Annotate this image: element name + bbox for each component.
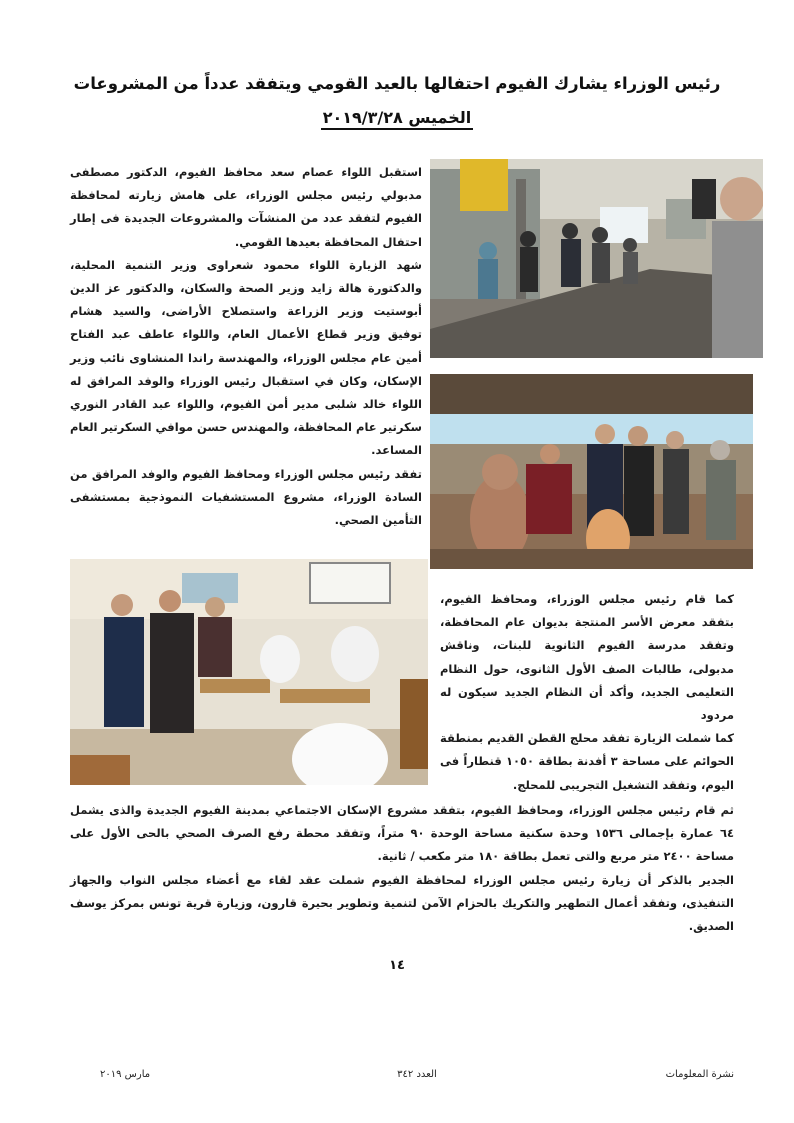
paragraph-reception: استقبل اللواء عصام سعد محافظ الفيوم، الدكتور مصطفى مدبولي رئيس مجلس الوزراء، على هامش زيارته لمحافظة الفيوم لتفقد عدد من المنشآت والمشروعات الجديدة فى إطار احتفال المحافظة بعيدها القومي. xyxy=(70,165,422,249)
paragraph-school-visit: كما قام رئيس مجلس الوزراء، ومحافظ الفيوم، بتفقد معرض الأسر المنتجة بديوان عام المحافظة، وتفقد مدرسة الفيوم الثانوية للبنات، وناقش مدبولى، طالبات الصف الأول الثانوى، حول النظام التعليمى الجديد، وأكد أن النظام الجديد سيكون له مردود xyxy=(440,592,734,723)
photo-classroom xyxy=(70,559,428,785)
middle-paragraphs xyxy=(440,588,734,797)
paragraph-cotton-gin: كما شملت الزيارة تفقد محلج القطن القديم بمنطقة الحوائم على مساحة ٣ أفدنة بطاقة ١٠٥٠ قنطاراً فى اليوم، وتفقد التشغيل التجريبى للمحلج. xyxy=(440,731,734,792)
paragraph-attendees: شهد الزيارة اللواء محمود شعراوى وزير التنمية المحلية، والدكتورة هالة زايد وزير الصحة والسكان، والدكتور عز الدين أبوستيت وزير الزراعة واستصلاح الأراضى، والسيد هشام توفيق وزير قطاع الأعمال العام، واللواء عاطف عبد الفتاح أمين عام مجلس الوزراء، والمهندسة راندا المنشاوى نائب وزير الإسكان، وكان في استقبال رئيس الوزراء والوفد المرافق له اللواء خالد شلبى مدير أمن الفيوم، واللواء عبد القادر النوري سكرتير عام المحافظة، والمهندس حسن موافي السكرتير العام المساعد. xyxy=(70,257,422,458)
intro-paragraphs xyxy=(70,161,422,532)
page-number: ١٤ xyxy=(389,958,405,973)
article-date-text: الخميس ٢٠١٩/٣/٢٨ xyxy=(321,108,474,130)
article-title: رئيس الوزراء يشارك الفيوم احتفالها بالعيد القومي ويتفقد عدداً من المشروعات xyxy=(73,74,721,93)
photo-exhibition xyxy=(430,374,753,569)
footer-issue: العدد ٣٤٢ xyxy=(397,1069,437,1080)
paragraph-housing: ثم قام رئيس مجلس الوزراء، ومحافظ الفيوم، بتفقد مشروع الإسكان الاجتماعي بمدينة الفيوم الجديدة والذى يشمل ٦٤ عمارة بإجمالى ١٥٣٦ وحدة سكنية مساحة الوحدة ٩٠ متراً، وتفقد محطة رفع الصرف الصحي بالحى الأول على مساحة ٢٤٠٠ متر مربع والتى تعمل بطاقة ١٨٠ متر مكعب / ثانية. xyxy=(70,803,734,864)
bottom-paragraphs xyxy=(70,799,734,938)
article-date xyxy=(0,108,794,127)
footer-month: مارس ٢٠١٩ xyxy=(100,1069,151,1080)
paragraph-hospital: تفقد رئيس مجلس الوزراء ومحافظ الفيوم والوفد المرافق من السادة الوزراء، مشروع المستشفيات النموذجية بمستشفى التأمين الصحي. xyxy=(70,466,422,528)
paragraph-closing: الجدير بالذكر أن زيارة رئيس مجلس الوزراء لمحافظة الفيوم شملت عقد لقاء مع أعضاء مجلس النواب والجهاز التنفيذى، وتفقد أعمال التطهير والتكريك بالحزام الآمن لتنمية وتطوير بحيرة قارون، وزيارة قرية تونس بمركز يوسف الصديق. xyxy=(70,872,734,934)
page-footer xyxy=(100,1069,734,1085)
footer-publication: نشرة المعلومات xyxy=(665,1069,734,1080)
photo-cotton-gin xyxy=(430,159,763,358)
